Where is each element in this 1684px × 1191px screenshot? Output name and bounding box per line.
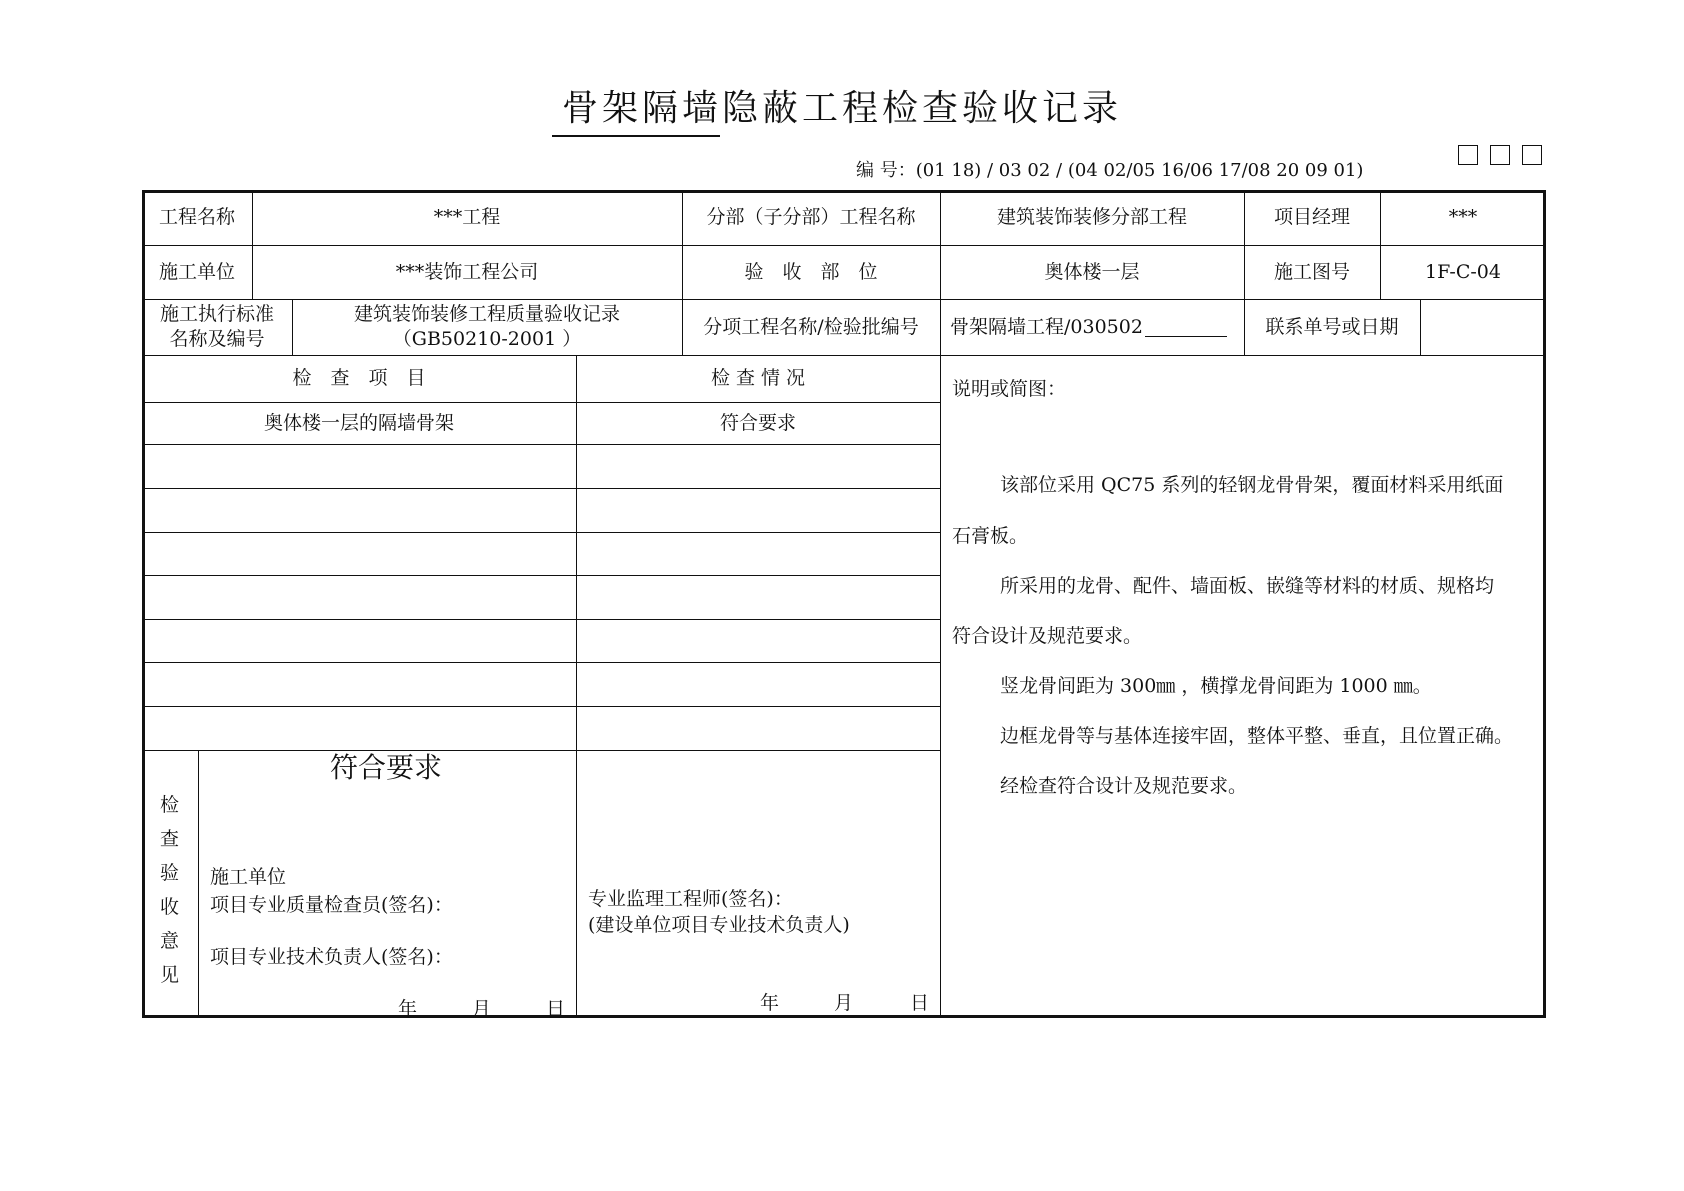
contact-label: 联系单号或日期 [1265,315,1399,338]
item-batch-blank-line [1145,318,1227,337]
col-divider [198,750,199,1018]
standard-value-line-1: 建筑装饰装修工程质量验收记录 [353,303,620,326]
notes-line: 经检查符合设计及规范要求。 [1000,775,1248,797]
page-title: 骨架隔墙隐蔽工程检查验收记录 [561,88,1122,129]
inspection-status-cell[interactable] [576,619,940,662]
inspection-status-cell[interactable] [576,488,940,532]
document-code: 编 号：(01 18) / 03 02 / (04 02/05 16/06 17/08 20 09 01) [856,160,1364,181]
inspection-status-cell[interactable] [576,575,940,619]
inspection-status-cell[interactable] [576,444,940,488]
inspection-status-cell[interactable] [576,662,940,706]
manager-label: 项目经理 [1273,206,1350,229]
inspection-item-cell[interactable] [142,532,576,575]
owner-representative-label: (建设单位项目专业技术负责人) [588,914,850,936]
inspection-status-cell[interactable] [576,532,940,575]
inspection-item-header: 检 查 项 目 [292,367,426,390]
contractor-label: 施工单位 [158,260,235,283]
opinion-side-char: 见 [160,964,180,986]
drawing-number-label: 施工图号 [1273,260,1350,283]
date-month-label: 月 [834,992,854,1014]
inspection-item-cell: 奥体楼一层的隔墙骨架 [263,411,454,434]
opinion-side-char: 验 [160,862,180,884]
notes-line: 该部位采用 QC75 系列的轻钢龙骨骨架，覆面材料采用纸面 [1000,474,1504,496]
row-divider [142,750,940,751]
contractor-value: ***装饰工程公司 [395,260,539,283]
notes-line: 所采用的龙骨、配件、墙面板、嵌缝等材料的材质、规格均 [1000,575,1495,597]
drawing-number-value: 1F-C-04 [1425,260,1501,283]
date-day-label: 日 [546,998,566,1020]
date-month-label: 月 [472,998,492,1020]
notes-line: 竖龙骨间距为 300㎜ ，横撑龙骨间距为 1000 ㎜。 [1000,675,1432,697]
standard-label [142,299,292,355]
col-divider [940,190,941,1018]
contact-value[interactable] [1420,299,1546,355]
standard-value-line-2: （GB50210-2001 ） [392,328,582,350]
date-year-label: 年 [398,998,418,1020]
contractor-unit-label: 施工单位 [210,866,287,888]
opinion-side-char: 查 [160,828,180,850]
tech-lead-signature[interactable]: 项目专业技术负责人(签名)： [210,946,453,968]
project-name-value: ***工程 [433,206,501,229]
notes-label: 说明或简图： [952,378,1067,400]
date-year-label: 年 [760,992,780,1014]
inspection-status-cell: 符合要求 [719,411,796,434]
subdivision-value: 建筑装饰装修分部工程 [996,206,1187,229]
project-name-label: 工程名称 [158,206,235,229]
standard-label-line-2: 名称及编号 [169,328,265,350]
notes-line: 边框龙骨等与基体连接牢固，整体平整、垂直，且位置正确。 [1000,725,1514,747]
quality-inspector-signature[interactable]: 项目专业质量检查员(签名)： [210,894,453,916]
inspection-item-cell[interactable] [142,488,576,532]
opinion-result: 符合要求 [330,751,443,784]
inspection-item-cell[interactable] [142,444,576,488]
date-day-label: 日 [910,992,930,1014]
inspection-status-header: 检 查 情 况 [710,367,806,390]
standard-label-line-1: 施工执行标准 [159,303,274,326]
inspection-item-cell[interactable] [142,662,576,706]
code-checkbox[interactable] [1458,145,1478,165]
item-batch-label: 分项工程名称/检验批编号 [703,315,919,338]
notes-line: 符合设计及规范要求。 [952,625,1143,647]
subdivision-label: 分部（子分部）工程名称 [706,206,916,229]
notes-line: 石膏板。 [952,525,1029,547]
opinion-side-char: 检 [160,794,180,816]
item-batch-value [950,299,1234,355]
code-checkbox[interactable] [1522,145,1542,165]
title-underline [552,135,720,137]
item-batch-text: 骨架隔墙工程/030502 [950,315,1143,338]
opinion-side-char: 意 [160,930,180,952]
inspection-status-cell[interactable] [576,706,940,750]
location-label: 验 收 部 位 [744,260,878,283]
manager-value: *** [1448,206,1478,229]
inspection-item-cell[interactable] [142,706,576,750]
inspection-item-cell[interactable] [142,619,576,662]
opinion-side-char: 收 [160,896,180,918]
inspection-item-cell[interactable] [142,575,576,619]
code-checkbox[interactable] [1490,145,1510,165]
supervisor-signature[interactable]: 专业监理工程师(签名)： [588,888,793,910]
location-value: 奥体楼一层 [1044,260,1140,283]
standard-value [292,299,682,355]
